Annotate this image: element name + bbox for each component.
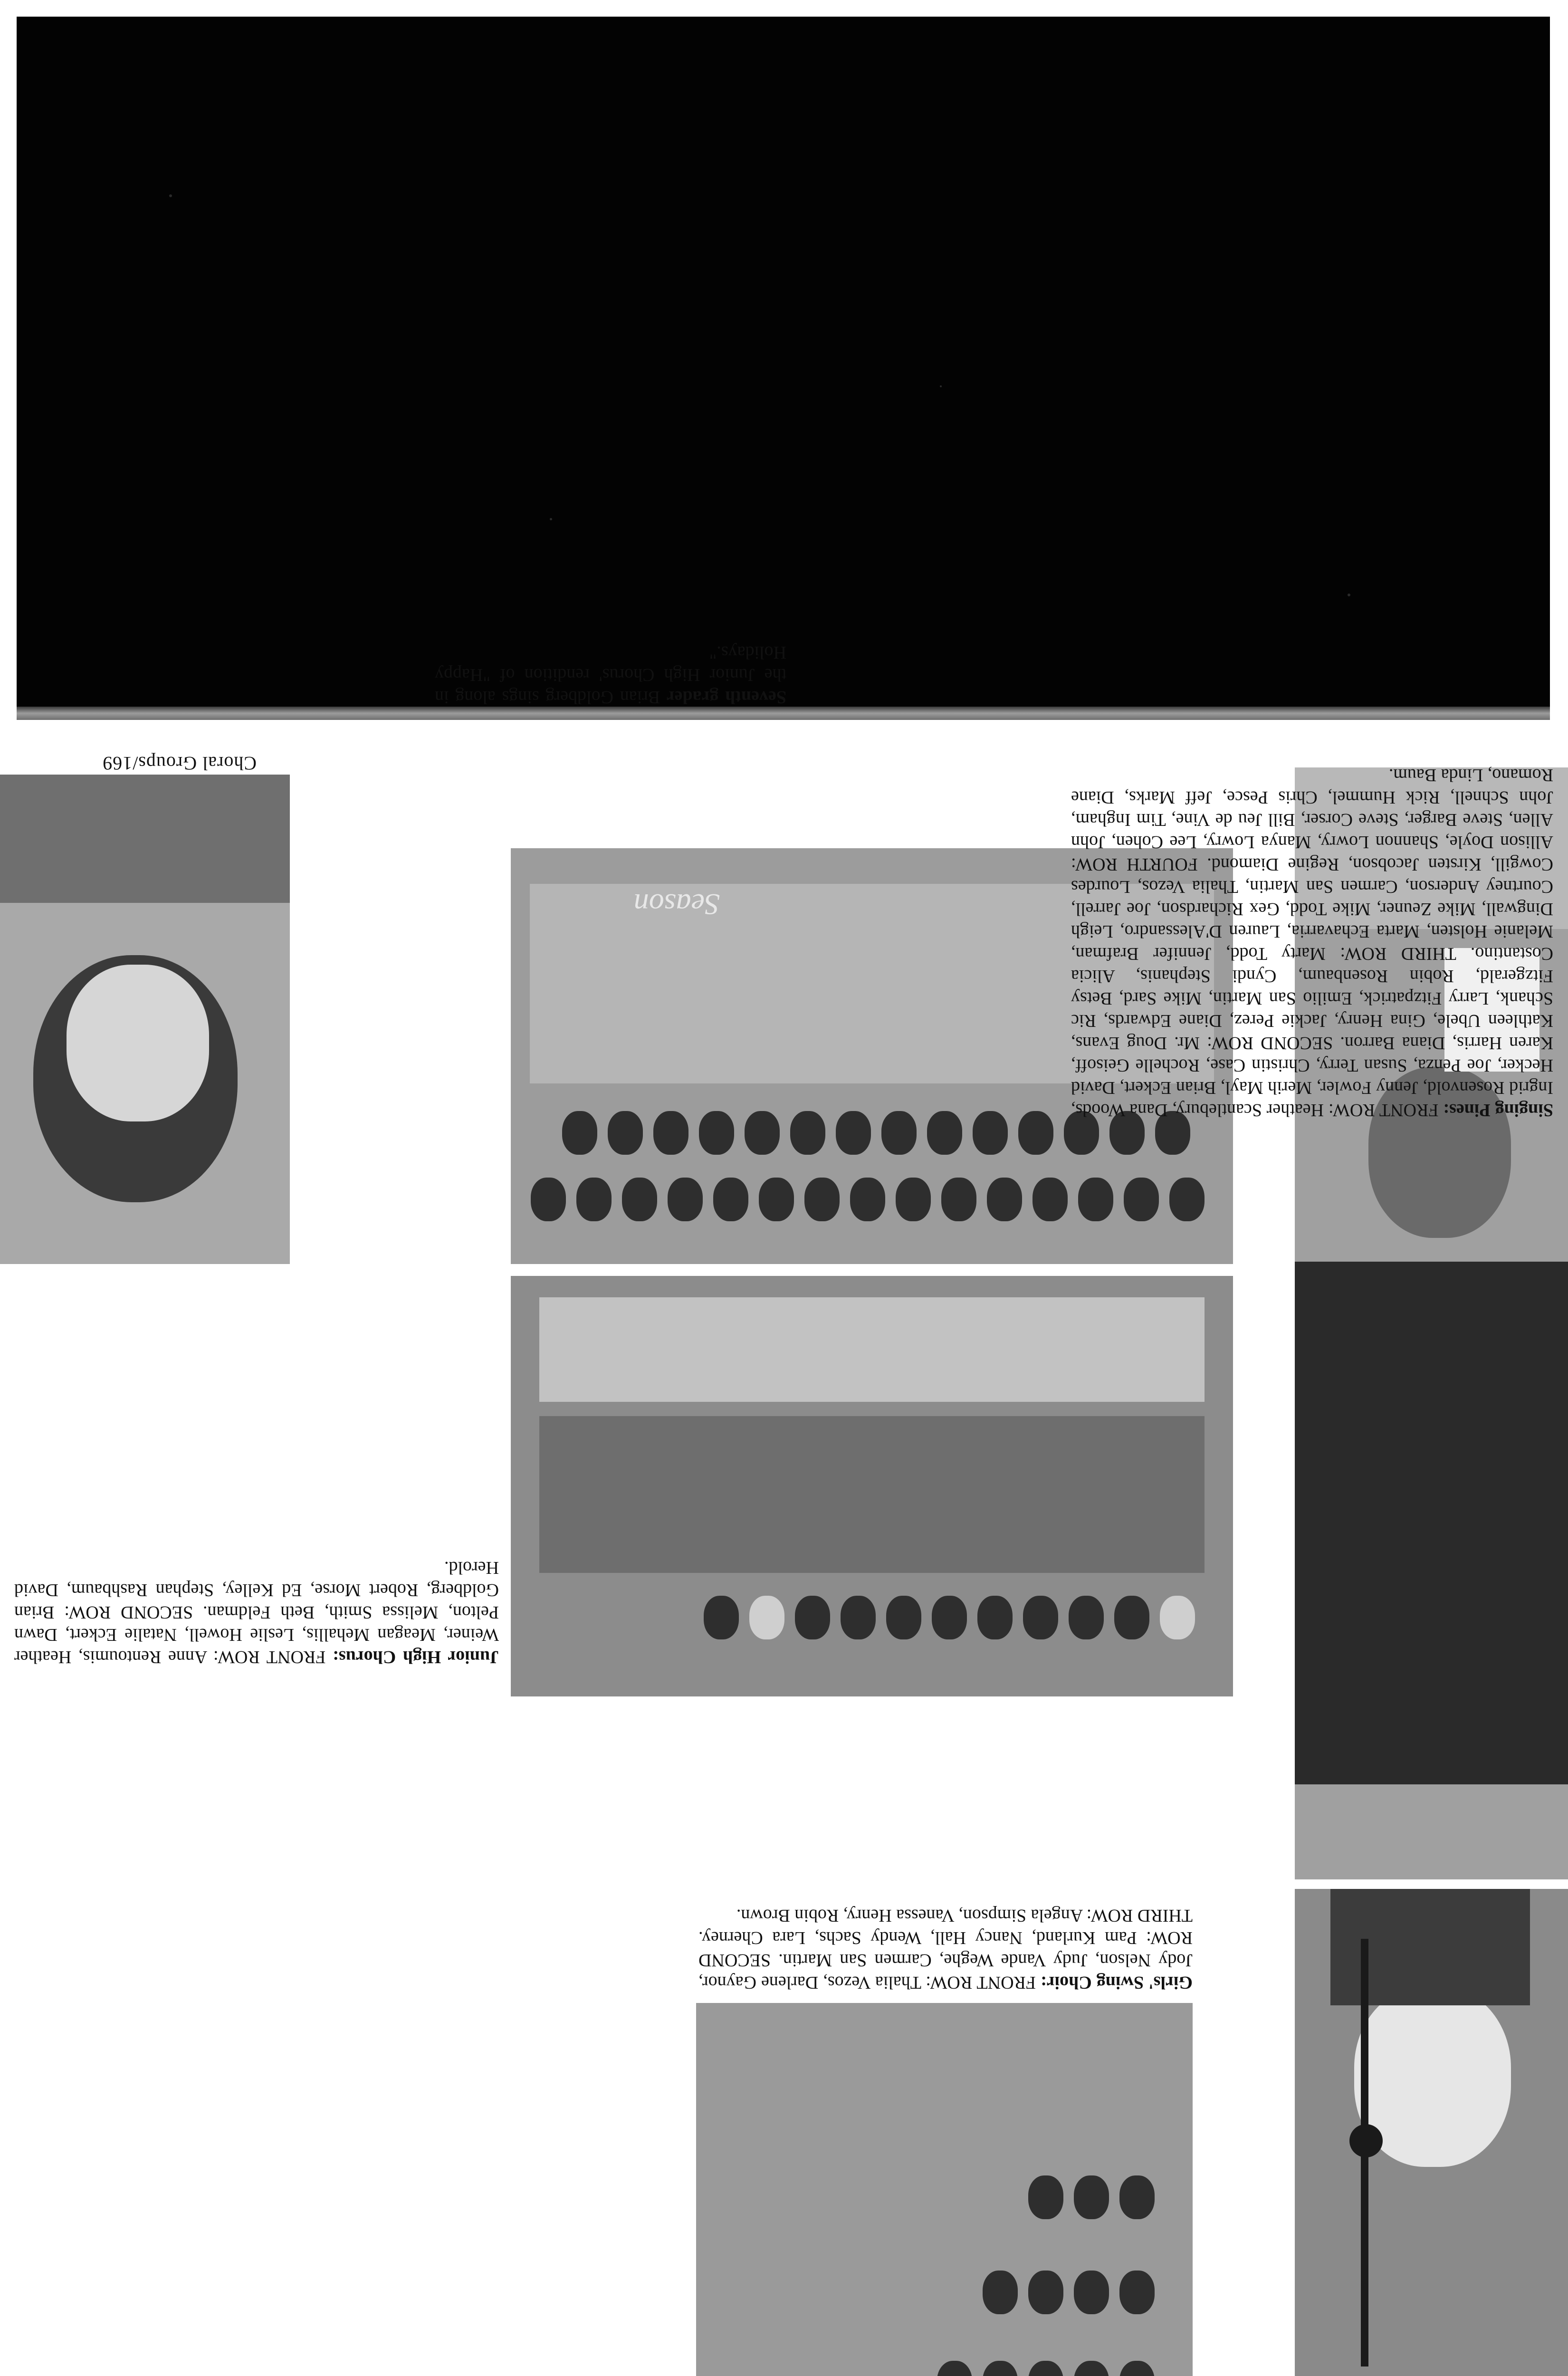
photo-girls-swing-choir [696, 2003, 1193, 2376]
caption-seventh-grader-rotated [435, 641, 786, 708]
caption-text: FRONT ROW: Anne Rentoumis, Heather Weiner, Meagan Mehallis, Leslie Howell, Natalie Eckert, Dawn Pelton, Melissa Smith, Beth Feldman. SECOND ROW: Brian Goldberg, Robert Morse, Ed Kelley, Stephan Rashbaum, David Herold. [14, 1558, 499, 1667]
caption-girls-swing-choir [698, 1904, 1193, 1993]
caption-lead: Seventh grader [666, 687, 786, 707]
scan-band-edge [17, 707, 1550, 720]
caption-junior-high-chorus-block [14, 1556, 499, 1668]
caption-lead: Singing Pines: [1443, 1100, 1553, 1120]
photo-seventh-grader [0, 775, 290, 1264]
photo-junior-high-chorus [511, 1276, 1233, 1696]
caption-text: FRONT ROW: Heather Scantlebury, Dana Woods, Ingrid Rosenvold, Jenny Fowler, Merih Mayl, Brian Eckert, David Hecker, Joe Penza, Susan Terry, Christin Case, Rochelle Geisoff, Karen Harris, Diana Barron. SECOND ROW: Mr. Doug Evans, Kathleen Ubele, Gina Henry, Jackie Perez, Diane Edwards, Ric Schank, Larry Fitzpatrick, Emilio San Martin, Mike Sard, Betsy Fitzgerald, Robin Rosenbaum, Cyndi Stephanis, Alicia Costantino. THIRD ROW: Marty Todd, Jennifer Brafman, Melanie Holsten, Marta Echavarria, Lauren D'Alessandro, Leigh Dingwall, Mike Zeuner, Mike Todd, Gex Richardson, Joe Jarrell, Courtney Anderson, Carmen San Martin, Thalia Vezos, Lourdes Cowgill, Kirsten Jacobson, Regine Diamond. FOURTH ROW: Allison Doyle, Shannon Lowry, Manya Lowry, Lee Cohen, John Allen, Steve Barger, Steve Corser, Bill Jeu de Vine, Tim Ingham, John Schnell, Rick Hummel, Chris Pesce, Jeff Marks, Diane Romano, Linda Baum. [1071, 765, 1553, 1120]
photo-banner-fragment: Season [633, 888, 720, 921]
caption-text: FRONT ROW: Thalia Vezos, Darlene Gaynor, Jody Nelson, Judy Vande Weghe, Carmen San Martin. SECOND ROW: Pam Kurland, Nancy Hall, Wendy Sachs, Lara Cherney. THIRD ROW: Angela Simpson, Vanessa Henry, Robin Brown. [698, 1906, 1193, 1993]
caption-singing-pines-rotated [1071, 764, 1553, 1121]
dark-scan-band [17, 17, 1550, 720]
photo-singer-microphone [1295, 1889, 1568, 2376]
caption-text: Brian Goldberg sings along in the Junior High Chorus' rendition of "Happy Holidays." [435, 642, 786, 707]
caption-lead: Junior High Chorus: [333, 1647, 499, 1667]
page-folio: Choral Groups/169 [102, 753, 257, 774]
caption-lead: Girls' Swing Choir: [1041, 1973, 1193, 1993]
